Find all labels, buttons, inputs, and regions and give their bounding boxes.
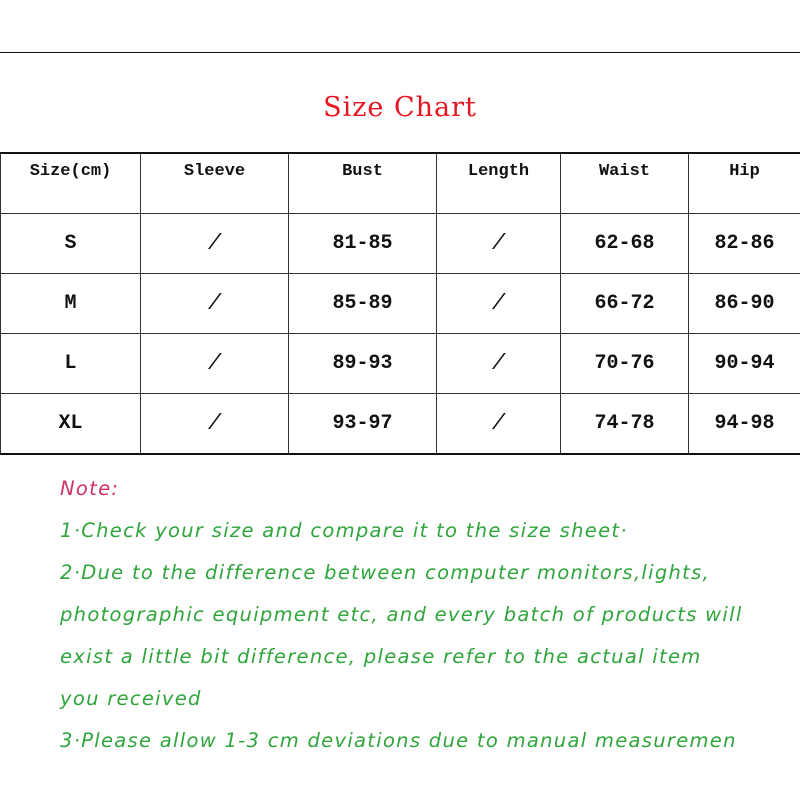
cell-bust: 81-85 (289, 213, 437, 273)
cell-hip: 82-86 (689, 213, 800, 273)
header-size: Size(cm) (1, 153, 141, 213)
cell-hip: 94-98 (689, 393, 800, 454)
cell-sleeve: / (141, 393, 289, 454)
cell-bust: 93-97 (289, 393, 437, 454)
top-divider (0, 52, 800, 53)
cell-size: M (1, 273, 141, 333)
cell-length: / (437, 393, 561, 454)
table-row (1, 213, 800, 273)
table-header-row (1, 153, 800, 213)
header-waist: Waist (561, 153, 689, 213)
cell-hip: 86-90 (689, 273, 800, 333)
cell-waist: 62-68 (561, 213, 689, 273)
header-hip: Hip (689, 153, 800, 213)
note-line: you received (60, 687, 202, 710)
cell-waist: 66-72 (561, 273, 689, 333)
note-line: 3·Please allow 1-3 cm deviations due to manual measuremen (60, 729, 737, 752)
cell-sleeve: / (141, 333, 289, 393)
cell-size: S (1, 213, 141, 273)
table-row (1, 393, 800, 454)
cell-length: / (437, 213, 561, 273)
cell-hip: 90-94 (689, 333, 800, 393)
cell-sleeve: / (141, 273, 289, 333)
table-row (1, 333, 800, 393)
cell-waist: 74-78 (561, 393, 689, 454)
cell-length: / (437, 273, 561, 333)
cell-bust: 85-89 (289, 273, 437, 333)
notes-section (60, 468, 790, 762)
cell-size: L (1, 333, 141, 393)
header-sleeve: Sleeve (141, 153, 289, 213)
note-line: photographic equipment etc, and every batch of products will (60, 603, 743, 626)
size-table (0, 152, 800, 455)
size-chart-title: Size Chart (323, 92, 477, 123)
header-bust: Bust (289, 153, 437, 213)
note-label: Note: (60, 477, 120, 500)
note-line: 1·Check your size and compare it to the size sheet· (60, 519, 628, 542)
cell-length: / (437, 333, 561, 393)
table-row (1, 273, 800, 333)
cell-waist: 70-76 (561, 333, 689, 393)
cell-bust: 89-93 (289, 333, 437, 393)
note-line: exist a little bit difference, please refer to the actual item (60, 645, 702, 668)
header-length: Length (437, 153, 561, 213)
note-line: 2·Due to the difference between computer monitors,lights, (60, 561, 711, 584)
cell-sleeve: / (141, 213, 289, 273)
cell-size: XL (1, 393, 141, 454)
